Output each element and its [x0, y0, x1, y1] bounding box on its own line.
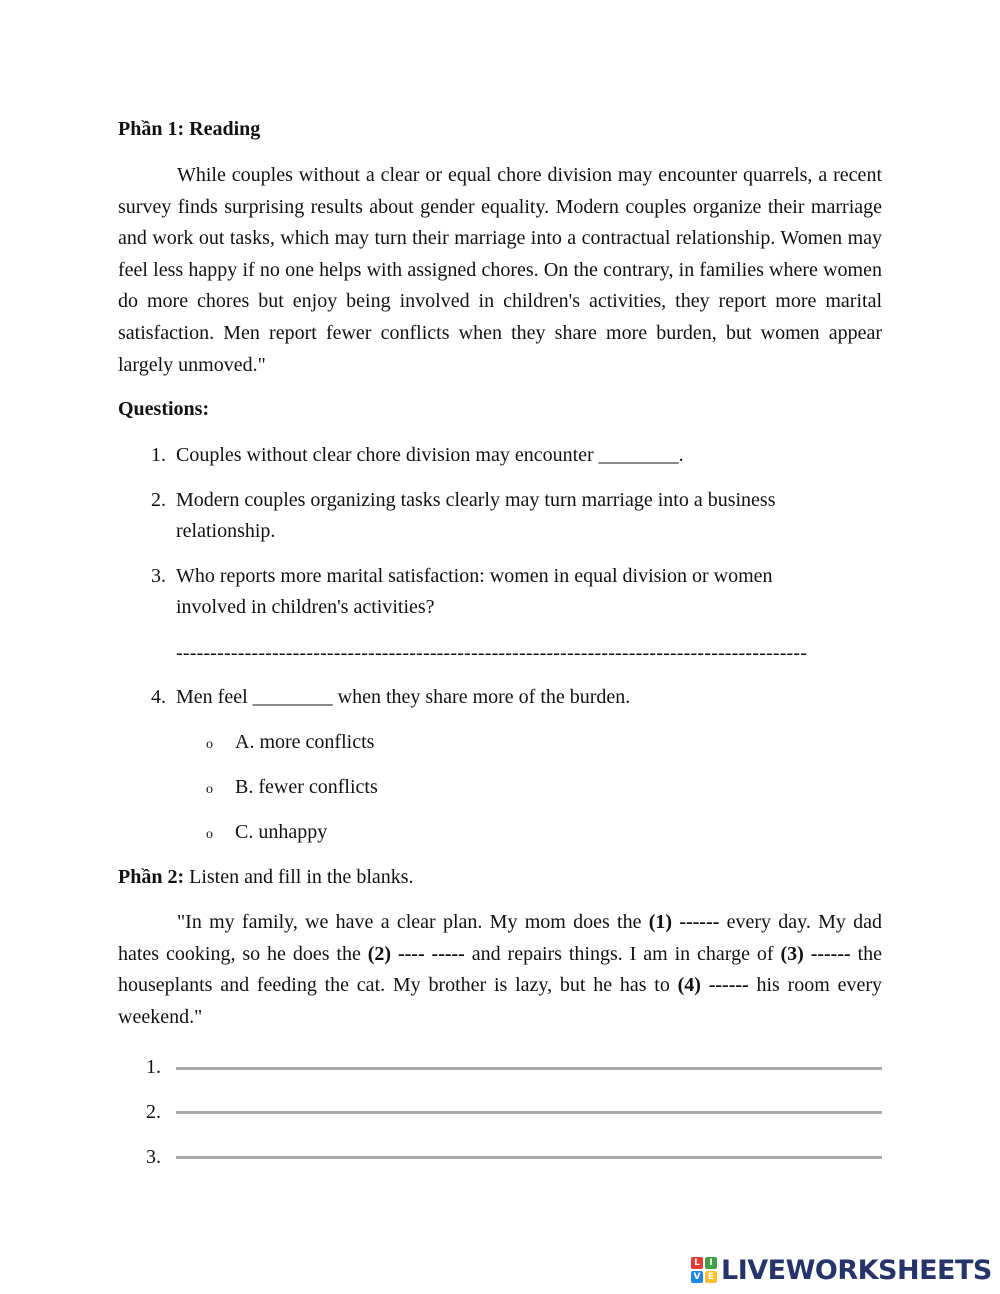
answer-2-line[interactable] [176, 1111, 882, 1114]
part2-instructions: Listen and fill in the blanks. [184, 866, 414, 888]
part1-heading: Phần 1: Reading [118, 118, 261, 140]
listening-passage [118, 907, 882, 1033]
option-b-bullet[interactable]: o [206, 782, 213, 797]
reading-passage: While couples without a clear or equal chore division may encounter quarrels, a recent survey finds surprising results about gender equality. Modern couples organize their marriage and work out tasks, which may turn their marriage into a contractual relationship. Women may feel less happy if no one helps with assigned chores. On the contrary, in families where women do more chores but enjoy being involved in children's activities, they report more marital satisfaction. Men report fewer conflicts when they share more burden, but women appear largely unmoved." [118, 164, 882, 376]
blank-3: (3) ------ [780, 942, 851, 965]
blank-1: (1) ------ [648, 911, 720, 933]
answer-3-line[interactable] [176, 1156, 882, 1159]
question-1-number: 1. [151, 444, 166, 466]
logo-tile: V [691, 1271, 703, 1283]
liveworksheets-logo [691, 1256, 992, 1284]
option-b[interactable]: B. fewer conflicts [235, 776, 378, 798]
option-a-bullet[interactable]: o [206, 737, 213, 752]
question-4-number: 4. [151, 686, 166, 708]
logo-tile: I [705, 1257, 717, 1269]
logo-icon [691, 1257, 717, 1283]
passage-segment: "In my family, we have a clear plan. My mom does the [177, 911, 649, 933]
answer-2-number: 2. [146, 1101, 161, 1123]
answer-1-line[interactable] [176, 1067, 882, 1070]
logo-tile: L [691, 1257, 703, 1269]
part2-heading-label: Phần 2: [118, 866, 185, 888]
logo-text: LIVEWORKSHEETS [721, 1254, 992, 1286]
answer-1-number: 1. [146, 1056, 161, 1078]
option-a[interactable]: A. more conflicts [235, 731, 375, 753]
part2-heading [118, 866, 414, 889]
option-c[interactable]: C. unhappy [235, 821, 328, 843]
questions-heading: Questions: [118, 398, 210, 420]
question-1-text: Couples without clear chore division may encounter ________. [176, 444, 684, 466]
passage-segment: his room every weekend." [118, 974, 882, 1028]
answer-3-number: 3. [146, 1146, 161, 1168]
passage-segment: the houseplants and feeding the cat. My brother is lazy, but he has to [118, 942, 883, 997]
question-3-text: Who reports more marital satisfaction: women in equal division or women involved in children's activities? [176, 565, 773, 618]
question-2-number: 2. [151, 489, 166, 511]
passage-segment: every day. My dad hates cooking, so he does the [118, 911, 883, 965]
passage-segment: and repairs things. I am in charge of [464, 942, 781, 965]
blank-4: (4) ------ [677, 974, 749, 997]
option-c-bullet[interactable]: o [206, 827, 213, 842]
question-3-number: 3. [151, 565, 166, 587]
question-4-text: Men feel ________ when they share more of the burden. [176, 686, 631, 708]
logo-tile: E [705, 1271, 717, 1283]
question-2-text: Modern couples organizing tasks clearly may turn marriage into a business relationship. [176, 489, 776, 542]
question-3-answer-line[interactable]: -------------------------------------------------------------------------------------------- [176, 642, 808, 664]
blank-2: (2) ---- ----- [367, 942, 465, 965]
